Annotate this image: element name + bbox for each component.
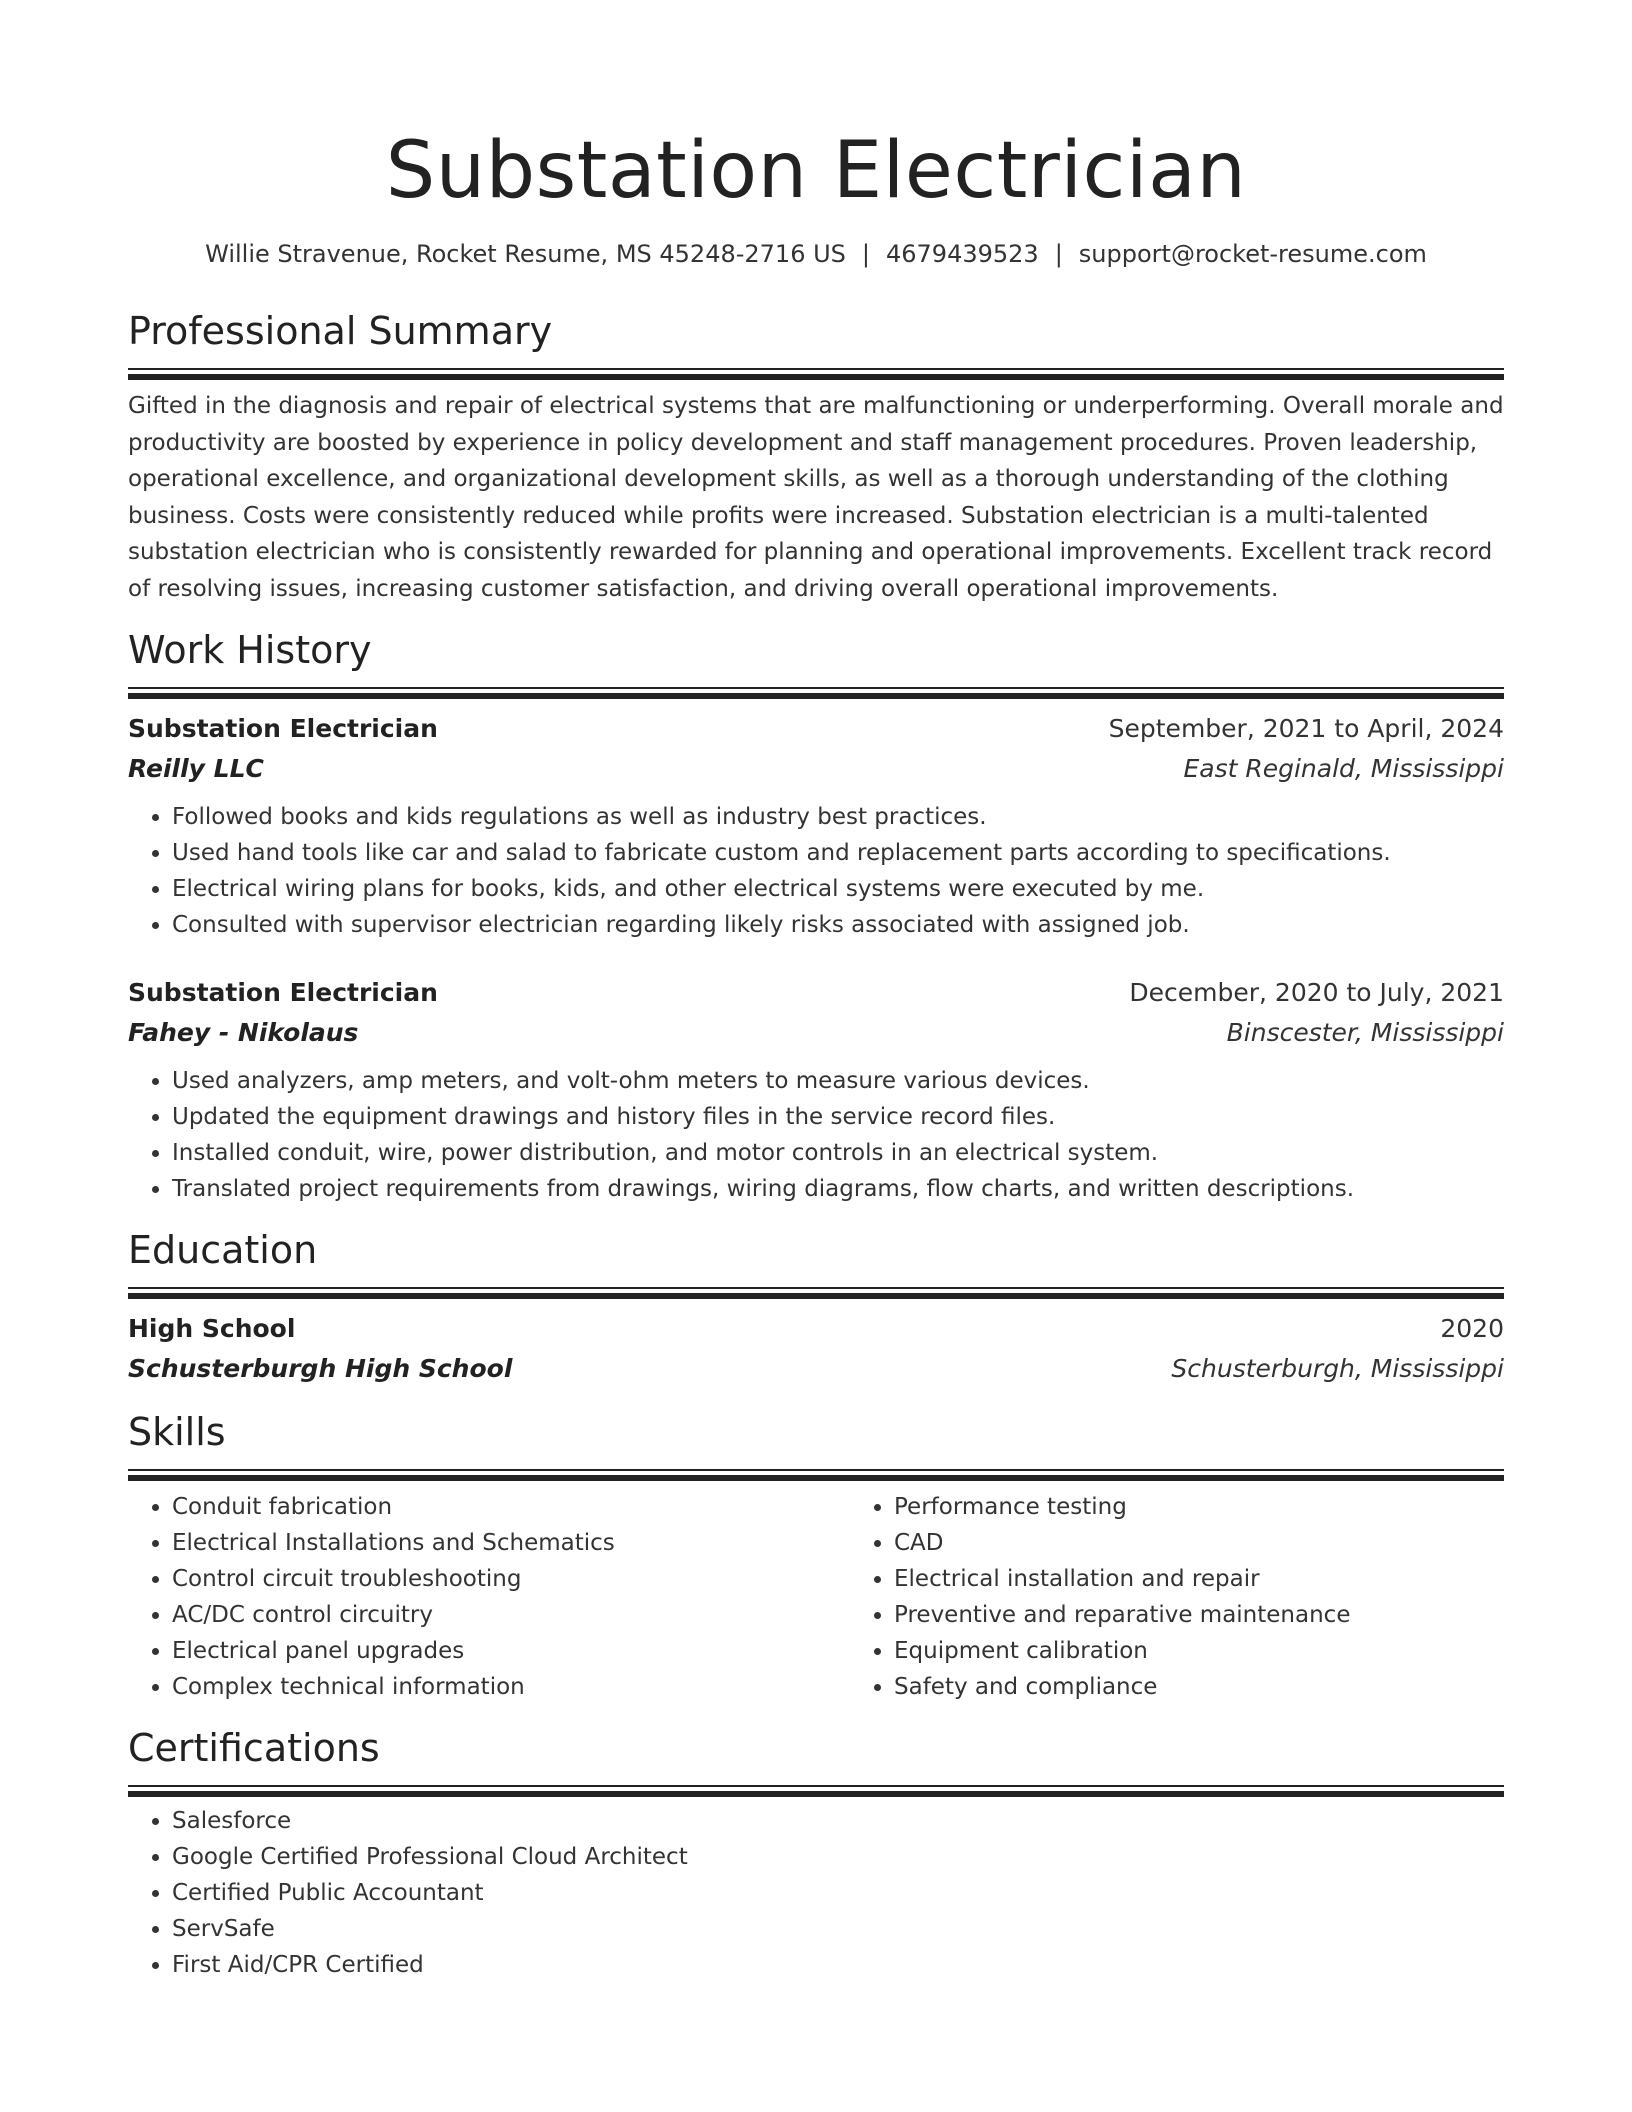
section-title-summary: Professional Summary (128, 309, 553, 353)
education-location: Schusterburgh, Mississippi (1171, 1354, 1504, 1383)
job-bullet: • Followed books and kids regulations as well as industry best practices. (172, 799, 1504, 835)
skills-body (128, 1471, 1504, 1705)
education-degree: High School (128, 1314, 296, 1343)
contact-separator: | (1054, 240, 1063, 268)
skills-list-left (128, 1489, 850, 1705)
job-bullet: • Used analyzers, amp meters, and volt-ohm meters to measure various devices. (172, 1063, 1504, 1099)
education-header-row (128, 1309, 1504, 1349)
resume-name: Substation Electrician (385, 126, 1247, 216)
job-dates: September, 2021 to April, 2024 (1108, 714, 1504, 743)
job-bullet: • Installed conduit, wire, power distribution, and motor controls in an electrical system. (172, 1135, 1504, 1171)
section-divider (128, 687, 1504, 689)
education-school: Schusterburgh High School (128, 1354, 513, 1383)
job-bullets (128, 799, 1504, 943)
section-divider (128, 368, 1504, 370)
job-company: Fahey - Nikolaus (128, 1018, 359, 1047)
job-header-row (128, 973, 1504, 1013)
job-company-row (128, 749, 1504, 789)
section-divider (128, 1287, 1504, 1289)
section-title-education: Education (128, 1228, 318, 1272)
job-title: Substation Electrician (128, 978, 438, 1007)
certification-item: • ServSafe (172, 1911, 1504, 1947)
job-bullet: • Electrical wiring plans for books, kids, and other electrical systems were executed by me. (172, 871, 1504, 907)
skill-item: • Complex technical information (172, 1669, 850, 1705)
job-entry (128, 709, 1504, 943)
job-bullet: • Used hand tools like car and salad to fabricate custom and replacement parts according to specifications. (172, 835, 1504, 871)
job-header-row (128, 709, 1504, 749)
skill-item: • CAD (894, 1525, 1572, 1561)
section-title-certifications: Certifications (128, 1726, 380, 1770)
job-company: Reilly LLC (128, 754, 264, 783)
certifications-section (128, 1725, 1504, 1983)
summary-body (128, 370, 1504, 607)
certifications-body (128, 1787, 1504, 1983)
job-title: Substation Electrician (128, 714, 438, 743)
certifications-list (128, 1803, 1504, 1983)
resume-page (128, 0, 1504, 1983)
skill-item: • Electrical installation and repair (894, 1561, 1572, 1597)
job-bullet: • Translated project requirements from drawings, wiring diagrams, flow charts, and written descriptions. (172, 1171, 1504, 1207)
skill-item: • AC/DC control circuitry (172, 1597, 850, 1633)
education-section (128, 1227, 1504, 1389)
job-bullet: • Consulted with supervisor electrician regarding likely risks associated with assigned job. (172, 907, 1504, 943)
education-body (128, 1289, 1504, 1389)
job-location: Binscester, Mississippi (1226, 1018, 1504, 1047)
certification-item: • First Aid/CPR Certified (172, 1947, 1504, 1983)
job-bullet: • Updated the equipment drawings and history files in the service record files. (172, 1099, 1504, 1135)
certification-item: • Certified Public Accountant (172, 1875, 1504, 1911)
skill-item: • Performance testing (894, 1489, 1572, 1525)
education-school-row (128, 1349, 1504, 1389)
summary-section (128, 308, 1504, 607)
skill-item: • Safety and compliance (894, 1669, 1572, 1705)
job-dates: December, 2020 to July, 2021 (1129, 978, 1504, 1007)
section-title-skills: Skills (128, 1410, 226, 1454)
skills-list-right (850, 1489, 1572, 1705)
certification-item: • Salesforce (172, 1803, 1504, 1839)
skill-item: • Preventive and reparative maintenance (894, 1597, 1572, 1633)
work-section (128, 627, 1504, 1207)
skill-item: • Equipment calibration (894, 1633, 1572, 1669)
skill-item: • Conduit fabrication (172, 1489, 850, 1525)
job-bullets (128, 1063, 1504, 1207)
contact-email[interactable]: support@rocket-resume.com (1078, 240, 1427, 268)
skill-item: • Electrical Installations and Schematics (172, 1525, 850, 1561)
job-entry (128, 973, 1504, 1207)
contact-line (128, 238, 1504, 270)
skill-item: • Electrical panel upgrades (172, 1633, 850, 1669)
education-year: 2020 (1440, 1314, 1504, 1343)
job-location: East Reginald, Mississippi (1183, 754, 1504, 783)
section-title-work: Work History (128, 628, 372, 672)
summary-text: Gifted in the diagnosis and repair of electrical systems that are malfunctioning or underperforming. Overall morale and productivity are boosted by experience in policy development and staff management procedures. Proven leadership, operational excellence, and organizational development skills, as well as a thorough understanding of the clothing business. Costs were consistently reduced while profits were increased. Substation electrician is a multi-talented substation electrician who is consistently rewarded for planning and operational improvements. Excellent track record of resolving issues, increasing customer satisfaction, and driving overall operational improvements. (128, 393, 1504, 602)
contact-address: Willie Stravenue, Rocket Resume, MS 45248-2716 US (205, 240, 846, 268)
skill-item: • Control circuit troubleshooting (172, 1561, 850, 1597)
work-body (128, 689, 1504, 1207)
section-divider (128, 1469, 1504, 1471)
contact-separator: | (861, 240, 870, 268)
certification-item: • Google Certified Professional Cloud Architect (172, 1839, 1504, 1875)
contact-phone: 4679439523 (886, 240, 1039, 268)
section-divider (128, 1785, 1504, 1787)
skills-section (128, 1409, 1504, 1705)
job-company-row (128, 1013, 1504, 1053)
